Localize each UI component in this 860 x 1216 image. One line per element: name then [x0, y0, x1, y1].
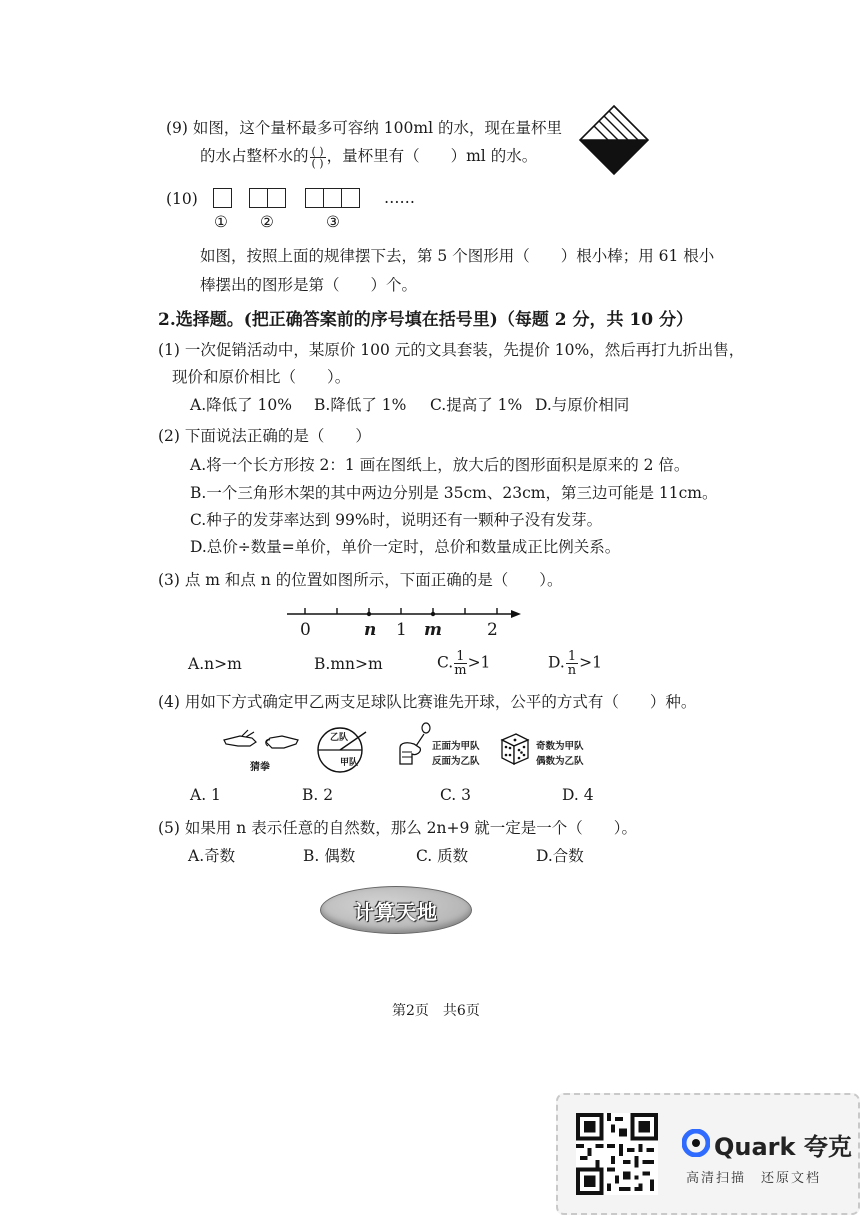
s1-line2: 现价和原价相比（ ）。 [172, 368, 351, 386]
s1-option-c: C.提高了 1% [430, 396, 523, 414]
img4-label-a: 奇数为甲队 [536, 741, 584, 752]
s3-line1: (3) 点 m 和点 n 的位置如图所示，下面正确的是（ ）。 [158, 571, 563, 589]
matchstick-figure-2a [249, 188, 268, 208]
s1-line1: (1) 一次促销活动中，某原价 100 元的文具套装，先提价 10%，然后再打九折出售， [158, 341, 745, 359]
s3-option-d-post: >1 [579, 653, 602, 672]
s4-line1: (4) 用如下方式确定甲乙两支足球队比赛谁先开球，公平的方式有（ ）种。 [158, 693, 697, 711]
s3-option-d-num: 1 [567, 649, 577, 664]
s1-option-a: A.降低了 10% [190, 396, 292, 414]
nl-label-n-text: n [364, 620, 377, 640]
q10-circ1: ① [214, 213, 228, 231]
img2-label-b: 甲队 [340, 758, 359, 768]
measuring-cup-figure [578, 104, 650, 176]
coin-toss-icon [394, 722, 434, 770]
s3-option-c-frac [454, 650, 466, 677]
q9-line2 [200, 144, 537, 169]
s2-option-c: C.种子的发芽率达到 99%时，说明还有一颗种子没有发芽。 [190, 511, 603, 529]
img1-label: 猜拳 [250, 762, 270, 773]
nl-label-m-text: m [424, 620, 442, 640]
qr-code-icon [576, 1113, 658, 1195]
s5-option-b: B. 偶数 [303, 847, 356, 865]
s3-option-c-pre: C. [437, 653, 454, 672]
nl-label-n [364, 620, 376, 640]
s3-option-d-den: n [567, 663, 577, 678]
dice-icon [498, 730, 532, 768]
q10-line2: 棒摆出的图形是第（ ）个。 [200, 276, 418, 294]
img4-label-b: 偶数为乙队 [536, 756, 584, 767]
s4-option-d: D. 4 [562, 786, 594, 804]
s2-option-a: A.将一个长方形按 2：1 画在图纸上，放大后的图形面积是原来的 2 倍。 [190, 456, 690, 474]
s3-option-c [437, 650, 490, 677]
quark-logo-icon [682, 1129, 710, 1157]
img2-label-a: 乙队 [330, 733, 349, 743]
nl-label-1: 1 [396, 620, 407, 640]
img3-label-b: 反面为乙队 [432, 756, 480, 767]
s1-option-d: D.与原价相同 [535, 396, 630, 414]
hands-icon [222, 726, 300, 758]
q9-line2-post: ，量杯里有（ ）ml 的水。 [326, 147, 538, 165]
matchstick-figure-3a [305, 188, 324, 208]
s3-option-d [548, 650, 602, 677]
img3-label-a: 正面为甲队 [432, 741, 480, 752]
s3-option-c-den: m [454, 663, 467, 678]
s5-option-d: D.合数 [536, 847, 584, 865]
quark-brand: Quark 夸克 [714, 1133, 852, 1161]
quark-watermark [556, 1093, 860, 1215]
q10-circ3: ③ [326, 213, 340, 231]
s3-option-c-post: >1 [467, 653, 491, 672]
q10-line1: 如图，按照上面的规律摆下去，第 5 个图形用（ ）根小棒；用 61 根小 [200, 247, 715, 265]
number-line [285, 604, 525, 618]
q10-ellipsis: …… [384, 189, 415, 207]
s4-option-a: A. 1 [190, 786, 221, 804]
s2-option-b: B.一个三角形木架的其中两边分别是 35cm、23cm，第三边可能是 11cm。 [190, 484, 718, 502]
s3-option-c-num: 1 [454, 650, 466, 664]
q10-label: (10) [166, 190, 198, 208]
matchstick-figure-1 [213, 188, 232, 208]
s3-option-d-pre: D. [548, 653, 565, 672]
nl-label-2: 2 [487, 620, 498, 640]
section-badge-calculation: 计算天地 [320, 886, 472, 934]
matchstick-figure-3b [323, 188, 342, 208]
s1-option-b: B.降低了 1% [314, 396, 407, 414]
s5-line1: (5) 如果用 n 表示任意的自然数，那么 2n+9 就一定是一个（ ）。 [158, 819, 638, 837]
nl-label-m [424, 620, 442, 640]
s4-option-c: C. 3 [440, 786, 472, 804]
page-footer: 第2页 共6页 [392, 1003, 480, 1019]
nl-label-0: 0 [300, 620, 311, 640]
s2-option-d: D.总价÷数量=单价，单价一定时，总价和数量成正比例关系。 [190, 538, 621, 556]
q10-circ2: ② [260, 213, 274, 231]
section2-title: 2.选择题。(把正确答案前的序号填在括号里)（每题 2 分，共 10 分） [158, 310, 693, 330]
matchstick-figure-2b [267, 188, 286, 208]
s3-option-d-frac [566, 650, 578, 677]
matchstick-figure-3c [341, 188, 360, 208]
s5-option-c: C. 质数 [416, 847, 469, 865]
q9-frac-num: ( ) [311, 144, 324, 158]
s5-option-a: A.奇数 [188, 847, 236, 865]
q9-fraction [310, 146, 326, 169]
q9-line2-pre: 的水占整杯水的 [200, 147, 309, 165]
s2-line1: (2) 下面说法正确的是（ ） [158, 427, 371, 445]
s4-option-b: B. 2 [302, 786, 334, 804]
quark-tagline: 高清扫描 还原文档 [686, 1171, 822, 1186]
q9-line1: (9) 如图，这个量杯最多可容纳 100ml 的水，现在量杯里 [166, 119, 562, 137]
q9-frac-den: ( ) [311, 156, 324, 170]
s3-option-a: A.n>m [188, 655, 242, 673]
s3-option-b: B.mn>m [314, 655, 383, 673]
